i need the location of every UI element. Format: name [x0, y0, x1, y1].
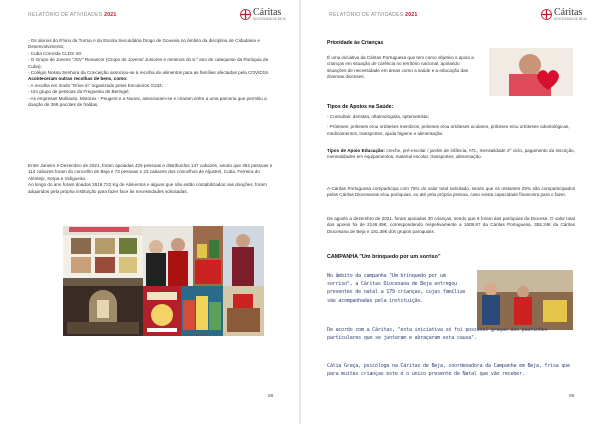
education-title: Tipos de Apoio Educação: [327, 148, 385, 153]
header-title-text: RELATÓRIO DE ATIVIDADES [28, 12, 103, 18]
campaign-text: No âmbito da campanha "Um brinquedo por um sorriso", a Cáritas Diocesana de Beja entregou presentes de natal a 179 crianças, cujas famílias são acompanhadas pela instituição. [327, 273, 466, 304]
subheading: Aconteceram outras recolhas de bens, como: [28, 76, 128, 82]
logo-sub: DIOCESANA DE BEJA [554, 17, 587, 21]
gifts-photo [477, 270, 573, 330]
christmas-poster-photo [143, 286, 181, 336]
hall-strip-photo [63, 278, 143, 286]
list-item: - Colégio Nossa Senhora da Conceição associou-se à recolha de alimentos para as famílias afectadas pela COVID19. [28, 70, 270, 76]
paragraph: Ao longo do ano foram doados 2619.722 Kg de Alimentos e alguns que não estão contabilizados nas doações, foram adquiridos pela própria instituição para fazer face às necessidades solicitadas. [28, 182, 267, 194]
church-photo [63, 286, 143, 336]
header-title [329, 12, 417, 18]
section-text: É uma iniciativa da Cáritas Portuguesa que tem como objetivo o apoio a crianças em situação de carência no território nacional, apoiando situações de necessidade em áreas como a saúde e a educação das diversas dioceses. [327, 55, 474, 80]
paragraph: Entre Janeiro e Dezembro de 2021, foram apoiadas 425 pessoas e distribuídos 137 cabazes, sendo que 352 pessoas e 114 cabazes foram do concelho de Beja e 73 pessoas e 23 cabazes dos concelhos de Aljustrel, Cuba, Ferreira do Alentejo, Serpa e Vidigueira. [28, 163, 273, 181]
section-title: Prioridade às Crianças [327, 40, 384, 46]
campaign-text: De acordo com a Cáritas, "esta iniciativa só foi possível graças aos padrinhos particulares que se juntaram e abraçaram esta causa". [327, 327, 548, 342]
list-item: - Os alunos do 9ºano da Turma A da Escola Secundária Diogo de Gouveia no âmbito da disciplina de Cidadania e Desenvolvimento; [28, 38, 260, 50]
logo-name: Cáritas [253, 7, 282, 18]
page-number: 89 [569, 394, 575, 399]
health-list [327, 114, 575, 137]
education-text: creche, pré-escolar / jardim de infância, ATL, mensalidade 2º ciclo, pagamento da inscrição, mensalidades em equipamentos, material escolar, transportes, alimentação. [327, 148, 575, 160]
page-number: 88 [268, 394, 274, 399]
education-block [327, 148, 575, 161]
caritas-logo [541, 8, 587, 21]
food-boxes-photo [193, 226, 223, 286]
paragraph: A Cáritas Portuguesa comparticipa com 75% do valor total solicitado, sendo que os restantes 25% são comparticipados pelas Cáritas Diocesanas e/ou paróquias, ou até pela própria pessoa, caso exista capacidade financeira para o fazer. [327, 186, 575, 198]
list-item: - Um grupo de pessoas da Freguesia de Beringel; [28, 89, 130, 95]
caritas-cross-icon [240, 9, 251, 20]
child-heart-photo [489, 48, 573, 96]
left-paragraphs [28, 163, 276, 195]
list-item: - Próteses: próteses e/ou ortóteses membros, próteses e/ou ortóteses oculares, próteses e/ou ortóteses odontológicas, medicamentos, transportes, ajuda higiene e alimentação. [327, 124, 570, 136]
logo-sub: DIOCESANA DE BEJA [253, 17, 286, 21]
bags-photo [181, 286, 223, 336]
health-title: Tipos de Apoios na Saúde: [327, 104, 394, 110]
header-year: 2021 [104, 12, 117, 18]
right-page [301, 0, 600, 424]
caritas-logo [240, 8, 286, 21]
left-page [0, 0, 299, 424]
logo-name: Cáritas [554, 7, 583, 18]
header-year: 2021 [405, 12, 418, 18]
list-item: - Cuba ConVida CLDS 4G [28, 50, 82, 56]
heart-icon [535, 68, 561, 92]
campaign-title: CAMPANHA "Um brinquedo por um sorriso" [327, 254, 441, 260]
list-item: - Consultas: dentista, oftalmologista, optometrista; [327, 114, 429, 119]
left-text-block [28, 38, 276, 108]
list-item: - A recolha em modo "Drive in" organizado pelos Escuteiros G234; [28, 82, 164, 88]
poster-photo [63, 226, 143, 278]
list-item: - As empresas Multiauto, Motorex - Peugeot e a Nunex, associaram-se e criaram entre a uma parceria que permitiu a doação de 268 pacotes de fraldas. [28, 95, 267, 108]
list-item: - O Grupo de Jovens "JSV" Renascer (Grupo de Jovens/ Juniores e meninos do 6.º ano de catequese da Paróquia de Cuba); [28, 57, 269, 69]
campaign-text: Cátia Graça, psicóloga na Cáritas de Beja, coordenadora da Campanha em Beja, frisa que para muitas crianças este é o único presente de Natal que vão receber. [327, 363, 570, 378]
donations-photo [223, 286, 264, 336]
header-title [28, 12, 116, 18]
caritas-cross-icon [541, 9, 552, 20]
volunteers-photo [143, 226, 193, 286]
header-title-text: RELATÓRIO DE ATIVIDADES [329, 12, 404, 18]
paragraph: De agosto a dezembro de 2021, foram apoiadas 30 crianças, sendo que 9 foram das paróquias da Diocese. O valor total dos apoios foi de 2146.49€, correspondendo respetivamente a 1609.87 da Cáritas Portuguesa, 355.24€ da Cáritas Diocesana de Beja e 181.38€ dos grupos paroquiais. [327, 216, 575, 234]
person-photo [223, 226, 264, 286]
